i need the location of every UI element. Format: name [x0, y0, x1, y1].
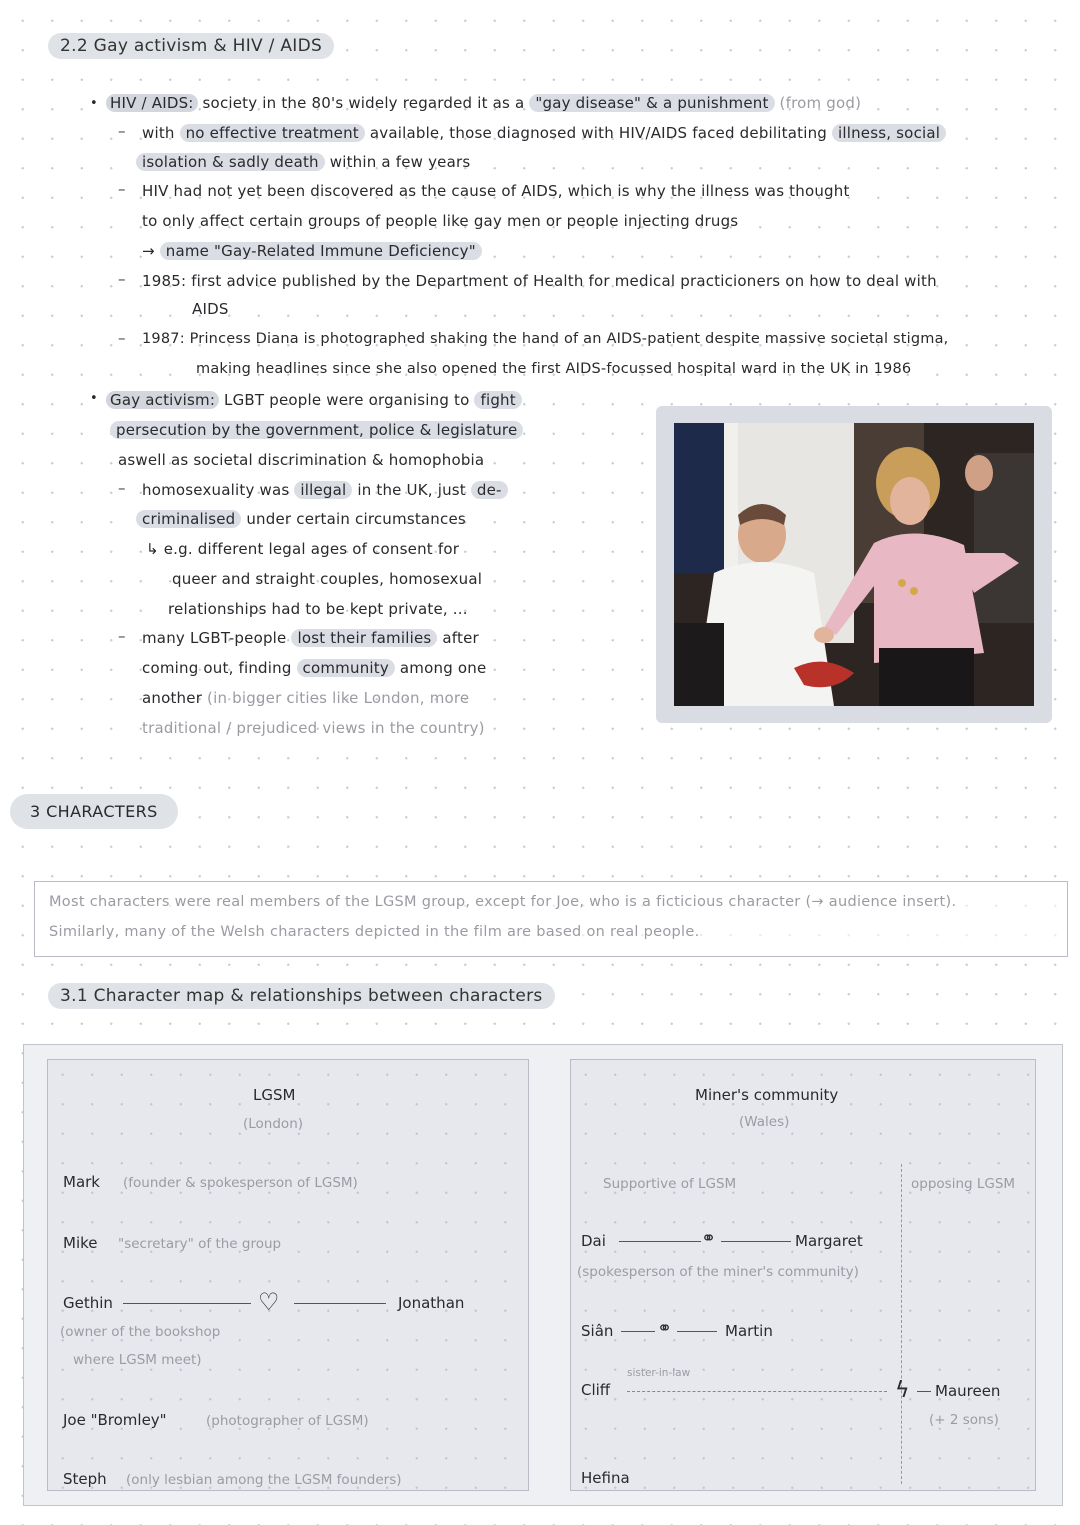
- character-margaret: Margaret: [795, 1232, 863, 1250]
- gethin-note-2: where LGSM meet): [73, 1352, 202, 1368]
- mike-note: "secretary" of the group: [118, 1236, 282, 1252]
- from-god-note: (from god): [774, 94, 862, 112]
- divider-line: [901, 1164, 902, 1484]
- rings-icon: ⚭: [701, 1228, 717, 1249]
- relationship-line: [123, 1303, 251, 1304]
- text-fragment: coming out, finding: [142, 659, 297, 677]
- miners-subtitle: (Wales): [739, 1114, 790, 1130]
- 1987-line-2: making headlines since she also opened the first AIDS-focussed hospital ward in the UK in 1986: [196, 361, 912, 377]
- character-maureen: Maureen: [935, 1382, 1001, 1400]
- no-treatment-line: [142, 124, 946, 142]
- relationship-line: [621, 1331, 655, 1332]
- character-cliff: Cliff: [581, 1381, 611, 1399]
- relationship-dashed-line: [627, 1391, 887, 1392]
- criminalised-line: [136, 510, 466, 528]
- supportive-label: Supportive of LGSM: [603, 1176, 737, 1192]
- rings-icon: ⚭: [657, 1318, 673, 1339]
- community-highlight: community: [297, 659, 395, 677]
- character-gethin: Gethin: [63, 1294, 113, 1312]
- text-fragment: LGBT people were organising to: [219, 391, 475, 409]
- relationship-line: [677, 1331, 717, 1332]
- dash-marker: –: [118, 270, 126, 288]
- gethin-note-1: (owner of the bookshop: [60, 1324, 221, 1340]
- hiv-aids-text: society in the 80's widely regarded it as a: [197, 94, 530, 112]
- persecution-highlight: persecution by the government, police & legislature: [110, 421, 523, 439]
- isolation-death-highlight: isolation & sadly death: [136, 153, 325, 171]
- miners-title: Miner's community: [695, 1086, 839, 1104]
- relationship-line: [619, 1241, 701, 1242]
- text-fragment: another: [142, 689, 203, 707]
- note-line-1: Most characters were real members of the LGSM group, except for Joe, who is a ficticious character (→ audience insert).: [49, 894, 957, 910]
- dash-marker: –: [118, 329, 126, 347]
- character-martin: Martin: [725, 1322, 773, 1340]
- illegal-line: [142, 481, 508, 499]
- miners-panel: [570, 1059, 1036, 1491]
- hiv-aids-line: [106, 94, 861, 112]
- traditional-views-note: traditional / prejudiced views in the country): [142, 719, 485, 737]
- dai-note: (spokesperson of the miner's community): [577, 1264, 859, 1280]
- 1985-line-2: AIDS: [192, 300, 229, 318]
- text-fragment: e.g. different legal ages of consent for: [163, 540, 460, 558]
- text-fragment: after: [437, 629, 479, 647]
- text-fragment: in the UK, just: [352, 481, 471, 499]
- mark-note: (founder & spokesperson of LGSM): [123, 1175, 358, 1191]
- maureen-note: (+ 2 sons): [929, 1412, 999, 1428]
- lgsm-title: LGSM: [253, 1086, 296, 1104]
- 1987-line-1: 1987: Princess Diana is photographed shaking the hand of an AIDS-patient despite massive societal stigma,: [142, 331, 949, 347]
- character-hefina: Hefina: [581, 1469, 630, 1487]
- sister-in-law-label: sister-in-law: [627, 1367, 691, 1379]
- text-fragment: under certain circumstances: [241, 510, 466, 528]
- bullet-dot: •: [90, 96, 98, 111]
- conflict-icon: ϟ: [895, 1378, 910, 1403]
- relationship-line: [917, 1391, 931, 1392]
- gay-activism-line-1: [106, 391, 522, 409]
- grid-name-line: [142, 242, 482, 260]
- character-steph: Steph: [63, 1470, 107, 1488]
- arrow-icon: →: [142, 242, 155, 260]
- photo-frame: [656, 406, 1052, 723]
- dash-marker: –: [118, 122, 126, 140]
- community-line: [142, 659, 486, 677]
- character-sian: Siân: [581, 1322, 614, 1340]
- heart-icon: ♡: [258, 1288, 280, 1316]
- character-jonathan: Jonathan: [398, 1294, 465, 1312]
- section-heading-3: 3 CHARACTERS: [10, 794, 178, 829]
- text-fragment: within a few years: [324, 153, 471, 171]
- decriminalised-highlight-2: criminalised: [136, 510, 241, 528]
- gay-disease-highlight: "gay disease" & a punishment: [529, 94, 774, 112]
- steph-note: (only lesbian among the LGSM founders): [126, 1472, 402, 1488]
- text-fragment: many LGBT-people: [142, 629, 292, 647]
- relationship-line: [294, 1303, 386, 1304]
- legal-ages-line: [146, 540, 459, 558]
- character-mike: Mike: [63, 1234, 98, 1252]
- characters-note-box: [34, 881, 1068, 957]
- dash-marker: –: [118, 479, 126, 497]
- no-effective-treatment-highlight: no effective treatment: [180, 124, 365, 142]
- hiv-aids-label: HIV / AIDS:: [106, 94, 198, 112]
- text-fragment: with: [142, 124, 180, 142]
- text-fragment: available, those diagnosed with HIV/AIDS faced debilitating: [364, 124, 832, 142]
- note-line-2: Similarly, many of the Welsh characters depicted in the film are based on real people.: [49, 924, 700, 940]
- princess-diana-photo: [674, 423, 1034, 706]
- 1985-line-1: 1985: first advice published by the Department of Health for medical practicioners on how to deal with: [142, 272, 937, 290]
- grid-name-highlight: name "Gay-Related Immune Deficiency": [160, 242, 482, 260]
- illegal-highlight: illegal: [294, 481, 352, 499]
- gay-activism-label: Gay activism:: [106, 391, 219, 409]
- text-fragment: among one: [394, 659, 487, 677]
- lost-families-line: [142, 629, 479, 647]
- text-fragment: homosexuality was: [142, 481, 295, 499]
- another-line: [142, 689, 469, 707]
- joe-note: (photographer of LGSM): [206, 1413, 369, 1429]
- hiv-cause-line-2: to only affect certain groups of people like gay men or people injecting drugs: [142, 212, 739, 230]
- legal-ages-line-2: queer and straight couples, homosexual: [172, 570, 483, 588]
- isolation-line: [136, 153, 470, 171]
- relationship-line: [721, 1241, 791, 1242]
- section-heading-2-2: 2.2 Gay activism & HIV / AIDS: [48, 33, 334, 59]
- character-dai: Dai: [581, 1232, 606, 1250]
- fight-highlight: fight: [474, 391, 521, 409]
- gay-activism-line-3: aswell as societal discrimination & homophobia: [118, 451, 485, 469]
- dash-marker: –: [118, 180, 126, 198]
- lost-families-highlight: lost their families: [291, 629, 437, 647]
- legal-ages-line-3: relationships had to be kept private, ...: [168, 600, 468, 618]
- character-map: [23, 1044, 1063, 1506]
- opposing-label: opposing LGSM: [911, 1176, 1016, 1192]
- illness-highlight: illness, social: [832, 124, 946, 142]
- character-joe: Joe "Bromley": [63, 1411, 167, 1429]
- cities-note: (in bigger cities like London, more: [202, 689, 470, 707]
- section-heading-3-1: 3.1 Character map & relationships between characters: [48, 983, 555, 1009]
- hiv-cause-line-1: HIV had not yet been discovered as the cause of AIDS, which is why the illness was thought: [142, 182, 850, 200]
- decriminalised-highlight-1: de-: [471, 481, 508, 499]
- dash-marker: –: [118, 627, 126, 645]
- bullet-dot: •: [90, 391, 98, 406]
- lgsm-panel: [47, 1059, 529, 1491]
- character-mark: Mark: [63, 1173, 100, 1191]
- gay-activism-line-2: [110, 421, 523, 439]
- hook-arrow-icon: ↳: [146, 540, 159, 558]
- lgsm-subtitle: (London): [243, 1116, 304, 1132]
